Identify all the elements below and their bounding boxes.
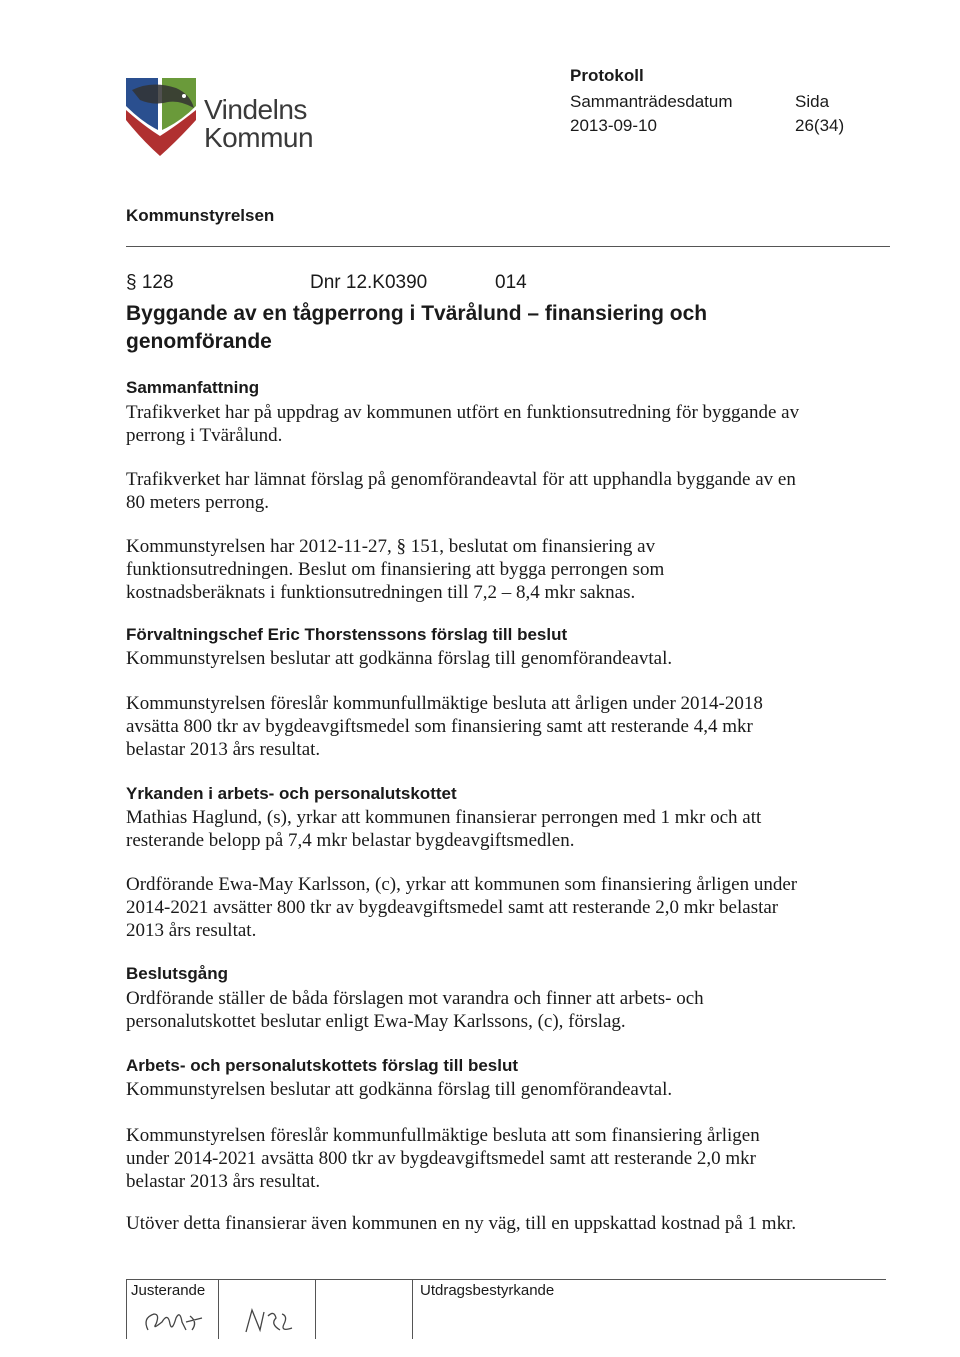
proposal-paragraph-2: Kommunstyrelsen föreslår kommunfullmäktige besluta att årligen under 2014-2018 avsätta 800 tkr av bygdeavgiftsmedel som finansiering samt att resterande 4,4 mkr belastar 2013 års resultat.	[126, 693, 763, 760]
summary-heading: Sammanfattning	[126, 378, 260, 397]
footer-divider-left	[126, 1279, 127, 1339]
committee-paragraph-2: Kommunstyrelsen föreslår kommunfullmäktige besluta att som finansiering årligen under 2014-2021 avsätta 800 tkr av bygdeavgiftsmedel samt att resterande 2,0 mkr belastar 2013 års resultat.	[126, 1125, 760, 1192]
item-title: Byggande av en tågperrong i Tvärålund – finansiering och genomförande	[126, 302, 708, 353]
logo-line-1: Vindelns	[204, 94, 307, 125]
summary-paragraph-3: Kommunstyrelsen har 2012-11-27, § 151, beslutat om finansiering av funktionsutredningen. Beslut om finansiering att bygga perrongen som kostnadsberäknats i funktionsutredningen till 7,2 – 8,4 mkr saknas.	[126, 536, 665, 603]
footer-divider-mid-3	[412, 1279, 413, 1339]
summary-paragraph-1: Trafikverket har på uppdrag av kommunen utfört en funktionsutredning för byggande av perrong i Tvärålund.	[126, 402, 800, 446]
motions-paragraph-2: Ordförande Ewa-May Karlsson, (c), yrkar att kommunen som finansiering årligen under 2014-2021 avsätter 800 tkr av bygdeavgiftsmedel samt att resterande 2,0 mkr belastar 2013 års resultat.	[126, 874, 798, 941]
footer-divider	[126, 1279, 886, 1280]
logo-wordmark	[204, 96, 313, 152]
logo-line-2: Kommun	[204, 122, 314, 153]
body-name: Kommunstyrelsen	[126, 206, 275, 225]
signature-2-icon	[240, 1302, 300, 1338]
item-code: 014	[495, 272, 527, 293]
justerande-label: Justerande	[131, 1282, 206, 1299]
committee-paragraph-1: Kommunstyrelsen beslutar att godkänna förslag till genomförandeavtal.	[126, 1079, 673, 1100]
motions-paragraph-1: Mathias Haglund, (s), yrkar att kommunen finansierar perrongen med 1 mkr och att resterande belopp på 7,4 mkr belastar bygdeavgiftsmedlen.	[126, 807, 762, 851]
utdrag-label: Utdragsbestyrkande	[420, 1282, 555, 1299]
committee-heading: Arbets- och personalutskottets förslag till beslut	[126, 1056, 519, 1075]
signature-1-icon	[140, 1300, 210, 1340]
motions-heading: Yrkanden i arbets- och personalutskottet	[126, 784, 457, 803]
proposal-heading: Förvaltningschef Eric Thorstenssons förslag till beslut	[126, 625, 568, 644]
meeting-date: 2013-09-10	[570, 116, 657, 135]
summary-paragraph-2: Trafikverket har lämnat förslag på genomförandeavtal för att upphandla byggande av en 80 meters perrong.	[126, 469, 796, 513]
municipality-logo	[118, 60, 338, 160]
footer-divider-mid-1	[218, 1279, 219, 1339]
procedure-paragraph-1: Ordförande ställer de båda förslagen mot varandra och finner att arbets- och personalutskottet beslutar enligt Ewa-May Karlssons, (c), förslag.	[126, 988, 704, 1032]
header-divider	[126, 246, 890, 247]
procedure-heading: Beslutsgång	[126, 964, 229, 983]
paragraph-number: § 128	[126, 272, 174, 293]
proposal-paragraph-1: Kommunstyrelsen beslutar att godkänna förslag till genomförandeavtal.	[126, 648, 673, 669]
meeting-date-label: Sammanträdesdatum	[570, 92, 733, 111]
footer-divider-mid-2	[315, 1279, 316, 1339]
page-label: Sida	[795, 92, 830, 111]
diary-number: Dnr 12.K0390	[310, 272, 428, 293]
committee-paragraph-3: Utöver detta finansierar även kommunen en ny väg, till en uppskattad kostnad på 1 mkr.	[126, 1213, 797, 1234]
document-type: Protokoll	[570, 66, 644, 85]
page-number: 26(34)	[795, 116, 845, 135]
vindeln-fish-emblem-icon	[118, 60, 204, 160]
